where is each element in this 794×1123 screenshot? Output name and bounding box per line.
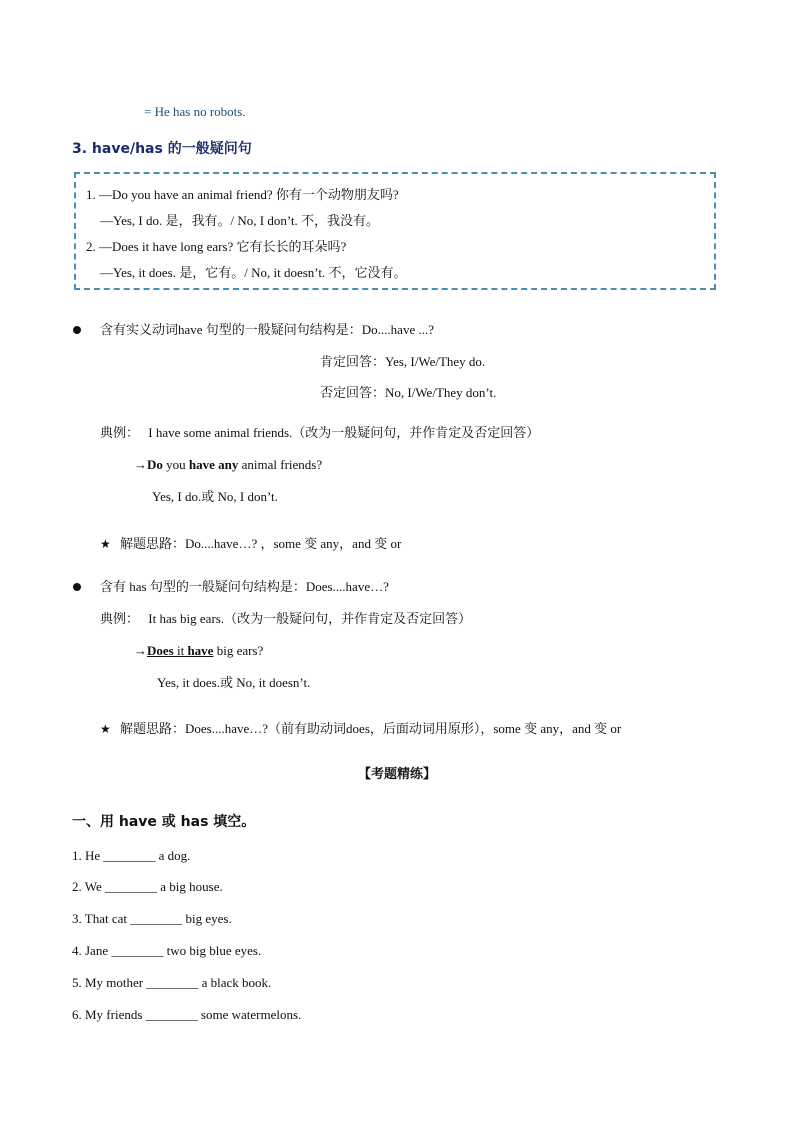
example-text: I have some animal friends.（改为一般疑问句，并作肯定及否定回答）	[148, 425, 540, 440]
example-label: 典例：	[100, 425, 140, 440]
have-structure: 含有实义动词have 句型的一般疑问句结构是：Do....have ...?	[100, 322, 434, 337]
tip-text: 解题思路：Does....have…?（前有助动词does，后面动词用原形），some 变 any，and 变 or	[120, 721, 622, 736]
have-reply: Yes, I do.或 No, I don’t.	[152, 489, 278, 504]
question-2: 2. We ________ a big house.	[72, 879, 223, 894]
have-answer	[134, 456, 322, 474]
example-label: 典例：	[100, 611, 140, 626]
example-text: It has big ears.（改为一般疑问句，并作肯定及否定回答）	[148, 611, 472, 626]
tip-text: 解题思路：Do....have…? ，some 变 any，and 变 or	[120, 536, 402, 551]
star-icon: ★	[100, 537, 111, 551]
have-example	[100, 424, 539, 442]
have-tip	[100, 535, 401, 553]
answer-you: you	[162, 457, 189, 472]
has-answer	[134, 642, 263, 660]
have-affirmative: 肯定回答：Yes, I/We/They do.	[320, 354, 486, 369]
question-3: 3. That cat ________ big eyes.	[72, 911, 232, 926]
top-note: = He has no robots.	[144, 104, 246, 119]
answer-it: it	[173, 643, 188, 658]
box-line-2: —Yes, I do. 是，我有。/ No, I don’t. 不，我没有。	[100, 213, 380, 228]
has-example	[100, 610, 471, 628]
star-icon: ★	[100, 722, 111, 736]
box-line-1: 1. —Do you have an animal friend? 你有一个动物朋友吗?	[86, 187, 399, 202]
bullet-icon	[73, 326, 81, 334]
has-structure: 含有 has 句型的一般疑问句结构是：Does....have…?	[100, 579, 389, 594]
section-3-title: 3. have/has 的一般疑问句	[72, 141, 252, 157]
box-line-3: 2. —Does it have long ears? 它有长长的耳朵吗?	[86, 239, 347, 254]
question-6: 6. My friends ________ some watermelons.	[72, 1007, 302, 1022]
has-tip	[100, 720, 621, 738]
answer-rest: animal friends?	[238, 457, 323, 472]
arrow-icon: →	[134, 457, 147, 472]
answer-do: Do	[147, 457, 163, 472]
box-line-4: —Yes, it does. 是，它有。/ No, it doesn’t. 不，它没有。	[100, 265, 407, 280]
have-negative: 否定回答：No, I/We/They don’t.	[320, 385, 497, 400]
arrow-icon: →	[134, 643, 147, 658]
practice-heading: 【考题精练】	[357, 767, 436, 782]
answer-have: have	[187, 643, 214, 658]
answer-does: Does	[147, 643, 174, 658]
question-4: 4. Jane ________ two big blue eyes.	[72, 943, 262, 958]
question-1: 1. He ________ a dog.	[72, 848, 191, 863]
answer-have-any: have any	[188, 457, 239, 472]
question-5: 5. My mother ________ a black book.	[72, 975, 272, 990]
practice-section-title: 一、用 have 或 has 填空。	[72, 814, 256, 830]
has-reply: Yes, it does.或 No, it doesn’t.	[157, 675, 311, 690]
answer-rest: big ears?	[213, 643, 264, 658]
bullet-icon	[73, 583, 81, 591]
